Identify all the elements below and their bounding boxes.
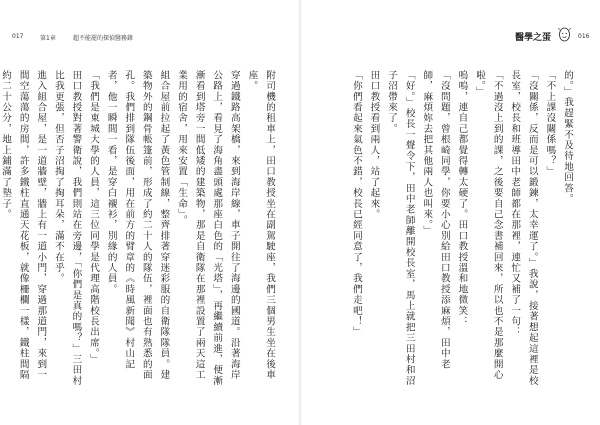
paragraph: 嗚嗚，連自己都覺得轉太硬了。田口教授溫和地微笑：: [456, 70, 468, 327]
left-page-number: 017: [12, 33, 24, 40]
paragraph: 組合屋前拉起了黃色管制線，整齊排著穿迷彩服的自衛隊隊員。建築物外的鋼骨帳篷前，形成了約二十人的隊伍，裡面也有熟悉的面孔。我們排到隊伍後面，用在前方的臂章的《時風新聞》村山記者，他一瞬間一看，是穿白襯衫，別緣的人員。: [105, 70, 170, 381]
paragraph: 「你們看起來氣色不錯，校長已經同意了，我們走吧！」: [350, 70, 362, 338]
paragraph: 「沒問題，曾根崎同學，你要小心別給田口教授添麻煩，田中老師，麻煩妳去把其他兩人也叫來。」: [421, 70, 450, 370]
right-page: [300, 0, 600, 425]
paragraph: 「好。」校長一聲令下，田中老師離開校長室，馬上就把三田村和沼子沼帶來了。: [386, 70, 415, 387]
paragraph: 田口教授看到兩人，站了起來。: [368, 70, 380, 220]
paragraph: 「不過沒上到的課，之後要自己念書補回來，所以也不是那麼開心啦。」: [474, 70, 503, 381]
paragraph: 「我們是東城大學的人員，這三位同學是代理高階校長出席。」: [88, 70, 100, 365]
right-page-number: 016: [578, 33, 590, 40]
paragraph: 「不上課沒關係嗎？」: [544, 70, 556, 177]
book-title: 醫學之蛋: [515, 33, 552, 43]
left-page-body: [0, 70, 278, 388]
smiling-egg-mascot-icon: [558, 26, 571, 42]
paragraph: 附司機的租車上，田口教授坐在副駕駛座，我們三個男生坐在後車座。: [246, 70, 275, 381]
paragraph: 進入組合屋，是一道牆壁，牆上有一道小門，穿過那道門，來到一間空蕩蕩的房間，許多鐵柱直通天花板，就像柵欄一樣，鐵柱間隔約二十公分，地上鋪滿了墊子。: [0, 70, 47, 381]
right-page-body: [318, 70, 576, 388]
paragraph: 田口教授對著警衛說，我們則站在旁邊，「你們是真的嗎？」三田村比我更張，但否子沼掏了掏耳朵，滿不在乎。: [52, 70, 82, 387]
paragraph: 的。」我趕緊不及待地回答。: [562, 70, 573, 205]
running-title: 超不能罷的探偵醫務錄: [73, 35, 134, 42]
paragraph: 「沒關係，反而是可以鍛鍊，太幸運了。」我說，接著想起這裡是校長室，校長和班導田中老師都在那裡，連忙又補了一句：: [509, 70, 538, 387]
chapter-label: 第1章: [40, 35, 56, 42]
paragraph: 穿過鐵路高架橋，來到海岸線，車子開往了海邊的國道。沿著海岸公路上，看見了海角盡頭處那座白色的「光塔」，再繼續前進，便漸漸看到塔旁一間低矮的建築物，那是自衛隊在那裡設置了兩天這工業用的宿舍，用來安置「生命」。: [176, 70, 240, 387]
